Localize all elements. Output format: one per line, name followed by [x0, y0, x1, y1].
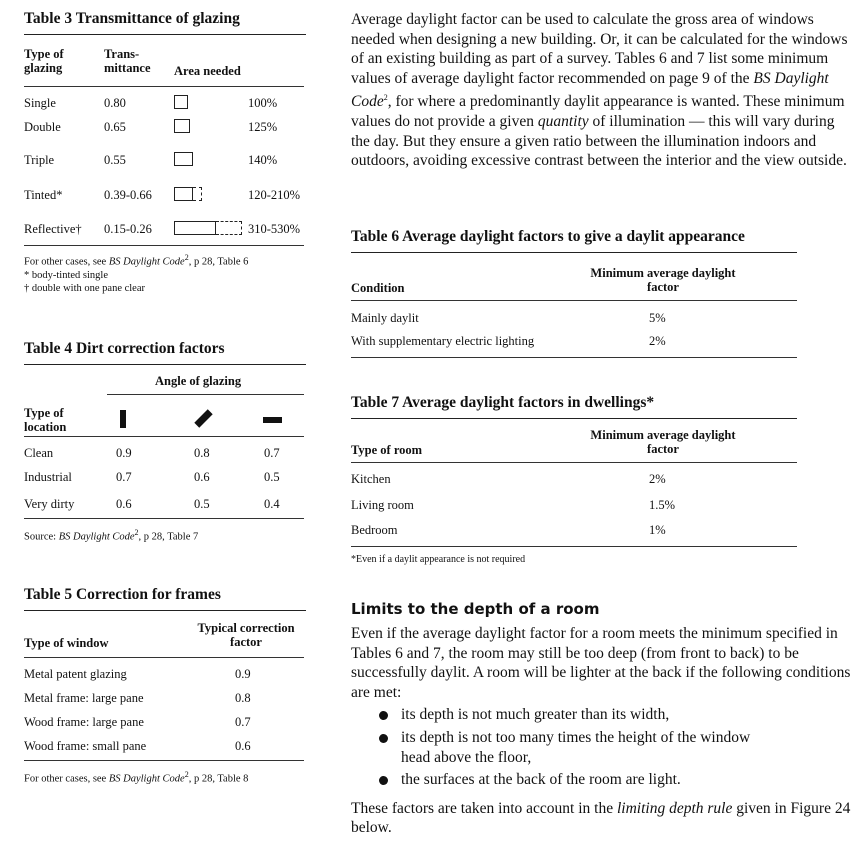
limits-paragraph: Even if the average daylight factor for a room meets the minimum specified in Tables 6 and 7, the room may still be too deep (from front to back) to be successfully daylit. A room will be lighter at the back if the following conditions are met: [351, 625, 851, 701]
vertical-glazing-icon [120, 410, 126, 428]
area-box-icon [174, 119, 190, 133]
table-4-source: Source: BS Daylight Code$^2$, p 28, Table 7 [24, 528, 199, 543]
area-range-dashed-icon [193, 187, 202, 201]
left-column [24, 10, 306, 785]
area-box-icon [174, 152, 193, 166]
table-7-bottom-rule [351, 546, 797, 547]
bullet-icon [379, 734, 388, 743]
table-5-col-factor: Typical correction factor [197, 621, 295, 650]
area-box-icon [174, 95, 188, 109]
bullet-icon [379, 776, 388, 785]
table-3-col-transmittance: Trans- mittance [104, 47, 151, 76]
table-5-bottom-rule [24, 760, 304, 761]
limits-heading: Limits to the depth of a room [351, 600, 600, 618]
table-7-col-room: Type of room [351, 443, 423, 457]
table-5-header-rule [24, 657, 304, 658]
table-4-col-type: Type of location [24, 406, 67, 435]
limits-closing-paragraph: These factors are taken into account in the limiting depth rule given in Figure 24 below. [351, 799, 851, 837]
table-7: Table 7 Average daylight factors in dwellings* Type of room Minimum average daylight factor Kitchen 2% Living room 1.5% Bedroom 1% *Even if a daylit appearance is not required [351, 394, 797, 574]
intro-paragraph: Average daylight factor can be used to calculate the gross area of windows needed when designing a new building. Or, it can be calculated for the windows of an existing building as part of a survey. Tables 6 and 7 list some minimum values of average daylight factor recommended on page 9 of the BS Daylight Code$^2$, for where a predominantly daylit appearance is wanted. These minimum values do not provide a given quantity of illumination — this will vary during the day. But they ensure a given ratio between the illumination indoors and outdoors, avoiding excessive contrast between the interior and the view outside. [351, 11, 848, 170]
bullet-icon [379, 711, 388, 720]
table-6-col-min: Minimum average daylight factor [590, 266, 736, 295]
table-4-angle-rule [107, 394, 304, 395]
table-4-title: Table 4 Dirt correction factors [24, 340, 306, 365]
table-3: Table 3 Transmittance of glazing Type of glazing Trans- mittance Area needed Single 0.80 100% Double 0.65 125% Triple 0.55 140% Tinted* 0.39-0.66 120-210% Reflective† 0.15-0.26 310-530% For other cases, see BS Daylight Code$^2$, p 28, Table 6 * body-tinted single † double with one pane clear [24, 10, 306, 300]
table-6-bottom-rule [351, 357, 797, 358]
list-item: its depth is not much greater than its width, [351, 705, 851, 725]
table-3-col-type: Type of glazing [24, 47, 64, 76]
limits-bullet-list [351, 705, 851, 789]
table-7-title: Table 7 Average daylight factors in dwellings* [351, 394, 797, 419]
table-3-bottom-rule [24, 245, 304, 246]
table-3-note: For other cases, see BS Daylight Code$^2$, p 28, Table 6 * body-tinted single † double with one pane clear [24, 253, 249, 294]
table-4-bottom-rule [24, 518, 304, 519]
table-5-note: For other cases, see BS Daylight Code$^2$, p 28, Table 8 [24, 770, 249, 785]
table-6: Table 6 Average daylight factors to give a daylit appearance Condition Minimum average daylight factor Mainly daylit 5% With supplementary electric lighting 2% [351, 228, 797, 363]
table-5: Table 5 Correction for frames Type of window Typical correction factor Metal patent glazing 0.9 Metal frame: large pane 0.8 Wood frame: large pane 0.7 Wood frame: small pane 0.6 For other cases, see BS Daylight Code$^2$, p 28, Table 8 [24, 586, 306, 786]
area-box-icon [174, 187, 193, 201]
list-item: its depth is not too many times the height of the window head above the floor, [351, 728, 851, 767]
table-5-title: Table 5 Correction for frames [24, 586, 306, 611]
horizontal-glazing-icon [263, 417, 282, 423]
list-item: the surfaces at the back of the room are light. [351, 770, 851, 790]
area-box-icon [174, 221, 216, 235]
inclined-glazing-icon [194, 409, 212, 427]
table-3-header-rule [24, 86, 304, 87]
table-4-angle-header: Angle of glazing [155, 374, 242, 388]
table-4-header-rule [24, 436, 304, 437]
table-3-col-area: Area needed [174, 64, 241, 78]
table-6-col-condition: Condition [351, 281, 405, 295]
limits-section [351, 600, 851, 838]
table-6-title: Table 6 Average daylight factors to give a daylit appearance [351, 228, 797, 253]
table-6-header-rule [351, 300, 797, 301]
table-7-col-min: Minimum average daylight factor [590, 428, 736, 457]
table-7-header-rule [351, 462, 797, 463]
area-range-dashed-icon [216, 221, 242, 235]
table-4: Table 4 Dirt correction factors Angle of glazing Type of location Clean 0.9 0.8 0.7 Industrial 0.7 0.6 0.5 Very dirty 0.6 0.5 0.4 Source: BS Daylight Code$^2$, p 28, Table 7 [24, 340, 306, 550]
table-5-col-type: Type of window [24, 636, 109, 650]
table-7-footnote: *Even if a daylit appearance is not required [351, 554, 526, 565]
right-column [351, 10, 851, 837]
table-3-title: Table 3 Transmittance of glazing [24, 10, 306, 35]
